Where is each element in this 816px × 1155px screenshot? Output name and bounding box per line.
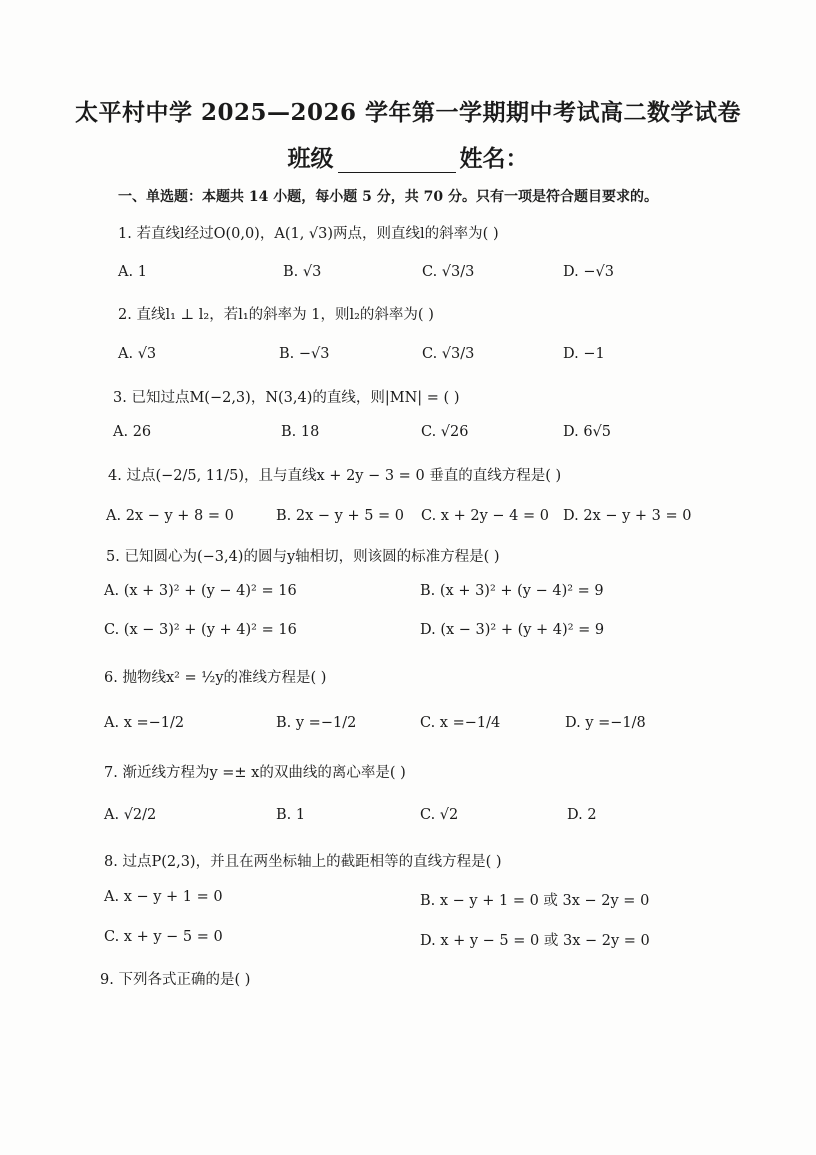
student-info-line	[0, 140, 816, 173]
question-2-option-c: C. √3/3	[422, 346, 475, 362]
question-6-option-b: B. y =−1/2	[276, 715, 357, 731]
question-2-stem: 2. 直线l₁ ⊥ l₂，若l₁的斜率为 1，则l₂的斜率为( )	[118, 307, 434, 323]
question-1-option-b: B. √3	[283, 264, 322, 280]
question-1-option-d: D. −√3	[563, 264, 614, 280]
question-6-stem: 6. 抛物线x² = ½y的准线方程是( )	[104, 670, 327, 686]
question-3-option-a: A. 26	[113, 424, 152, 440]
question-3-option-c: C. √26	[421, 424, 469, 440]
question-7-option-c: C. √2	[420, 807, 459, 823]
exam-title: 太平村中学 2025—2026 学年第一学期期中考试高二数学试卷	[74, 99, 742, 126]
question-5-option-d: D. (x − 3)² + (y + 4)² = 9	[420, 622, 605, 638]
question-2-option-a: A. √3	[118, 346, 157, 362]
question-3-option-b: B. 18	[281, 424, 320, 440]
question-4-option-d: D. 2x − y + 3 = 0	[563, 508, 692, 524]
question-8-option-d: D. x + y − 5 = 0 或 3x − 2y = 0	[420, 933, 650, 949]
question-4-option-a: A. 2x − y + 8 = 0	[106, 508, 234, 524]
question-7-option-a: A. √2/2	[104, 807, 157, 823]
class-label: 班级	[287, 145, 334, 172]
question-6-option-d: D. y =−1/8	[565, 715, 646, 731]
name-label: 姓名：	[459, 145, 529, 172]
question-6-option-a: A. x =−1/2	[104, 715, 185, 731]
question-5-option-b: B. (x + 3)² + (y − 4)² = 9	[420, 583, 604, 599]
question-8-option-b: B. x − y + 1 = 0 或 3x − 2y = 0	[420, 893, 650, 909]
question-4-option-b: B. 2x − y + 5 = 0	[276, 508, 405, 524]
question-8-option-c: C. x + y − 5 = 0	[104, 929, 223, 945]
class-blank	[338, 150, 456, 173]
question-2-option-b: B. −√3	[279, 346, 330, 362]
question-8-stem: 8. 过点P(2,3)，并且在两坐标轴上的截距相等的直线方程是( )	[104, 854, 502, 870]
section-heading: 一、单选题：本题共 14 小题，每小题 5 分，共 70 分。只有一项是符合题目要求的。	[118, 189, 658, 205]
question-5-option-a: A. (x + 3)² + (y − 4)² = 16	[104, 583, 297, 599]
question-4-option-c: C. x + 2y − 4 = 0	[421, 508, 549, 524]
question-7-option-b: B. 1	[276, 807, 306, 823]
question-4-stem: 4. 过点(−2/5, 11/5)，且与直线x + 2y − 3 = 0 垂直的直线方程是( )	[108, 468, 562, 484]
question-5-stem: 5. 已知圆心为(−3,4)的圆与y轴相切，则该圆的标准方程是( )	[106, 549, 500, 565]
question-1-option-a: A. 1	[118, 264, 147, 280]
question-1-stem: 1. 若直线l经过O(0,0)，A(1, √3)两点，则直线l的斜率为( )	[118, 226, 499, 242]
question-2-option-d: D. −1	[563, 346, 605, 362]
question-3-stem: 3. 已知过点M(−2,3)，N(3,4)的直线，则|MN| = ( )	[113, 390, 460, 406]
question-7-option-d: D. 2	[567, 807, 597, 823]
question-5-option-c: C. (x − 3)² + (y + 4)² = 16	[104, 622, 297, 638]
question-6-option-c: C. x =−1/4	[420, 715, 501, 731]
question-1-option-c: C. √3/3	[422, 264, 475, 280]
question-9-stem: 9. 下列各式正确的是( )	[100, 972, 251, 988]
question-8-option-a: A. x − y + 1 = 0	[104, 889, 223, 905]
question-7-stem: 7. 渐近线方程为y =± x的双曲线的离心率是( )	[104, 765, 406, 781]
question-3-option-d: D. 6√5	[563, 424, 612, 440]
